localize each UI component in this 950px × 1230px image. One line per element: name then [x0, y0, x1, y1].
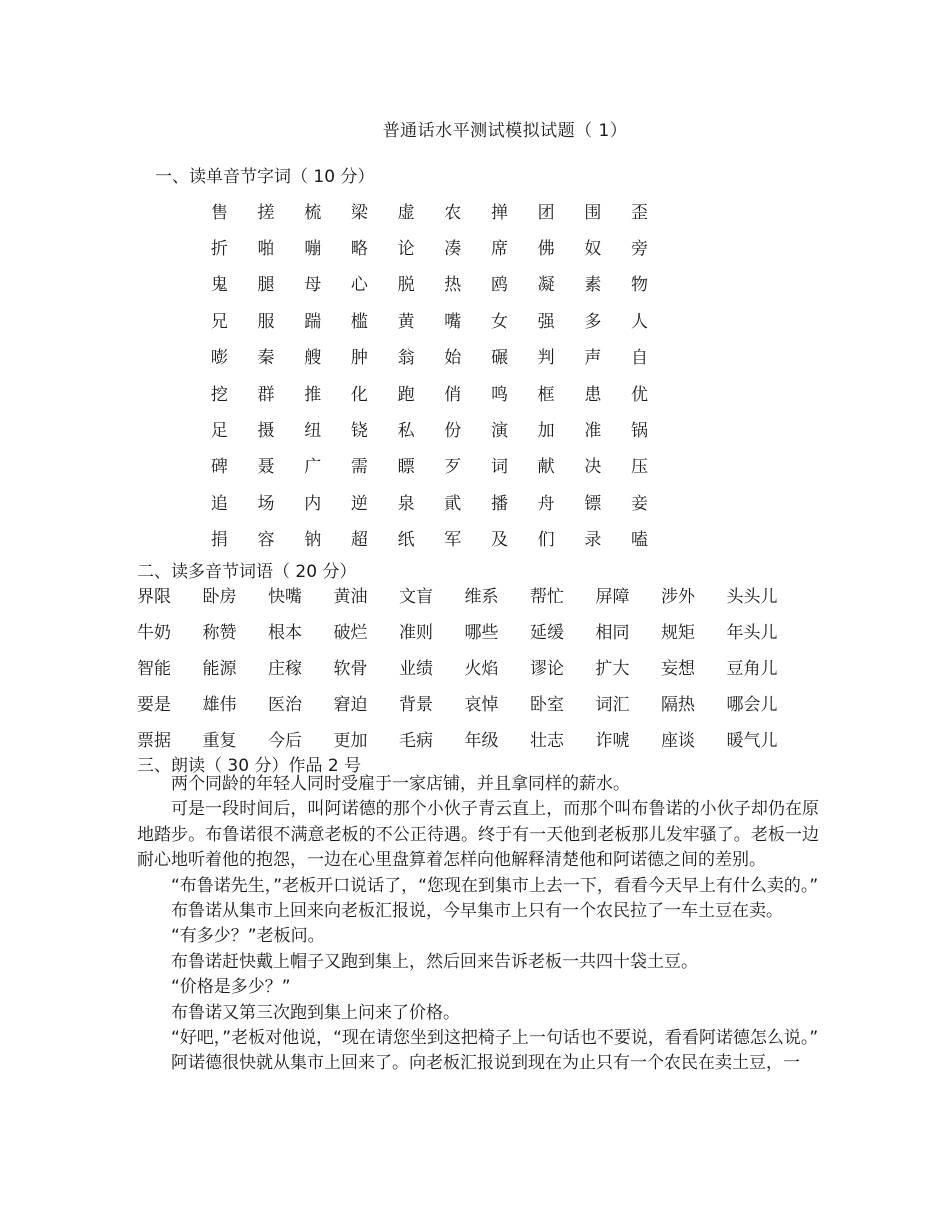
char-item: 黄	[397, 311, 415, 332]
char-item: 患	[584, 384, 602, 405]
char-item: 始	[444, 348, 462, 369]
word-item: 更加	[333, 731, 368, 752]
char-item: 艘	[304, 348, 322, 369]
word-item: 词汇	[595, 695, 630, 716]
char-item: 俏	[444, 384, 462, 405]
word-item: 年级	[464, 731, 499, 752]
reading-paragraph: 可是一段时间后，叫阿诺德的那个小伙子青云直上，而那个叫布鲁诺的小伙子却仍在原地踏步。布鲁诺很不满意老板的不公正待遇。终于有一天他到老板那儿发牢骚了。老板一边耐心地听着他的抱怨，一边在心里盘算着怎样向他解释清楚他和阿诺德之间的差别。	[137, 799, 819, 871]
char-item: 嘣	[304, 239, 322, 260]
char-item: 聂	[257, 457, 275, 478]
word-item: 界限	[137, 586, 171, 607]
word-row	[137, 685, 792, 721]
char-item: 服	[257, 311, 275, 332]
char-item: 私	[397, 421, 415, 442]
char-item: 鸣	[490, 384, 508, 405]
word-item: 快嘴	[268, 586, 302, 607]
char-item: 纽	[304, 421, 322, 442]
word-item: 扩大	[595, 658, 630, 679]
section3-heading: 三、朗读（ 30 分）作品 2 号	[137, 756, 362, 776]
char-item: 啪	[257, 239, 275, 260]
char-item: 妾	[631, 493, 649, 514]
char-row	[196, 410, 663, 446]
word-item: 重复	[202, 731, 237, 752]
word-item: 智能	[137, 658, 171, 679]
word-item: 文盲	[399, 586, 433, 607]
char-item: 挖	[210, 384, 228, 405]
word-item: 暖气儿	[726, 731, 778, 752]
char-item: 秦	[257, 348, 275, 369]
char-row	[196, 374, 663, 410]
single-syllable-grid	[196, 192, 663, 556]
word-item: 窘迫	[333, 695, 368, 716]
word-item: 豆角儿	[726, 658, 778, 679]
reading-paragraph: “布鲁诺先生，”老板开口说话了，“您现在到集市上去一下，看看今天早上有什么卖的。”	[171, 875, 819, 896]
word-item: 根本	[268, 622, 302, 643]
char-row	[196, 447, 663, 483]
char-item: 演	[490, 421, 508, 442]
word-item: 哪会儿	[726, 695, 778, 716]
word-item: 票据	[137, 731, 171, 752]
char-item: 心	[350, 275, 368, 296]
char-item: 军	[444, 530, 462, 551]
multi-syllable-grid	[137, 576, 792, 757]
word-item: 延缓	[530, 622, 564, 643]
char-item: 歹	[444, 457, 462, 478]
char-item: 搓	[257, 202, 275, 223]
char-item: 超	[350, 530, 368, 551]
word-item: 相同	[595, 622, 630, 643]
char-item: 凑	[444, 239, 462, 260]
char-item: 凝	[537, 275, 555, 296]
char-row	[196, 228, 663, 264]
char-item: 份	[444, 421, 462, 442]
char-item: 镖	[584, 493, 602, 514]
char-item: 售	[210, 202, 228, 223]
char-item: 录	[584, 530, 602, 551]
word-item: 庄稼	[268, 658, 302, 679]
char-item: 踹	[304, 311, 322, 332]
char-item: 钠	[304, 530, 322, 551]
char-item: 准	[584, 421, 602, 442]
reading-paragraph: “有多少？”老板问。	[171, 926, 325, 947]
word-item: 准则	[399, 622, 433, 643]
word-item: 卧室	[530, 695, 564, 716]
char-item: 追	[210, 493, 228, 514]
char-row	[196, 483, 663, 519]
char-item: 足	[210, 421, 228, 442]
word-item: 规矩	[661, 622, 695, 643]
reading-passage	[137, 772, 819, 1077]
char-item: 围	[584, 202, 602, 223]
word-item: 软骨	[333, 658, 368, 679]
char-item: 佛	[537, 239, 555, 260]
char-item: 摄	[257, 421, 275, 442]
char-item: 梳	[304, 202, 322, 223]
word-item: 哀悼	[464, 695, 499, 716]
word-row	[137, 612, 792, 648]
char-item: 母	[304, 275, 322, 296]
char-item: 脱	[397, 275, 415, 296]
word-item: 称赞	[202, 622, 237, 643]
char-item: 素	[584, 275, 602, 296]
char-item: 容	[257, 530, 275, 551]
char-item: 腿	[257, 275, 275, 296]
section1-heading: 一、读单音节字词（ 10 分）	[155, 167, 375, 187]
char-item: 铙	[350, 421, 368, 442]
word-item: 毛病	[399, 731, 433, 752]
char-item: 优	[631, 384, 649, 405]
char-item: 掸	[490, 202, 508, 223]
word-item: 隔热	[661, 695, 695, 716]
word-item: 破烂	[333, 622, 368, 643]
char-item: 决	[584, 457, 602, 478]
char-item: 泉	[397, 493, 415, 514]
char-item: 人	[631, 311, 649, 332]
char-item: 貮	[444, 493, 462, 514]
char-item: 多	[584, 311, 602, 332]
char-item: 锅	[631, 421, 649, 442]
word-item: 维系	[464, 586, 499, 607]
char-item: 虚	[397, 202, 415, 223]
page-title: 普通话水平测试模拟试题（ 1）	[382, 121, 628, 141]
char-row	[196, 265, 663, 301]
char-item: 们	[537, 530, 555, 551]
char-item: 压	[631, 457, 649, 478]
char-row	[196, 520, 663, 556]
word-row	[137, 576, 792, 612]
char-row	[196, 192, 663, 228]
char-item: 跑	[397, 384, 415, 405]
char-item: 推	[304, 384, 322, 405]
char-item: 物	[631, 275, 649, 296]
word-item: 黄油	[333, 586, 368, 607]
reading-paragraph: “好吧，”老板对他说，“现在请您坐到这把椅子上一句话也不要说，看看阿诺德怎么说。”	[171, 1028, 819, 1049]
char-item: 播	[490, 493, 508, 514]
char-item: 强	[537, 311, 555, 332]
word-item: 医治	[268, 695, 302, 716]
char-item: 舟	[537, 493, 555, 514]
char-item: 热	[444, 275, 462, 296]
char-item: 旁	[631, 239, 649, 260]
char-item: 纸	[397, 530, 415, 551]
char-item: 奴	[584, 239, 602, 260]
char-item: 及	[490, 530, 508, 551]
char-item: 兄	[210, 311, 228, 332]
word-item: 哪些	[464, 622, 499, 643]
char-item: 捐	[210, 530, 228, 551]
word-item: 壮志	[530, 731, 564, 752]
char-item: 判	[537, 348, 555, 369]
char-item: 折	[210, 239, 228, 260]
word-item: 能源	[202, 658, 237, 679]
char-item: 献	[537, 457, 555, 478]
char-item: 歪	[631, 202, 649, 223]
char-item: 加	[537, 421, 555, 442]
char-item: 嗑	[631, 530, 649, 551]
char-item: 鬼	[210, 275, 228, 296]
word-item: 帮忙	[530, 586, 564, 607]
char-item: 瞟	[397, 457, 415, 478]
word-item: 今后	[268, 731, 302, 752]
char-item: 嘴	[444, 311, 462, 332]
char-item: 团	[537, 202, 555, 223]
reading-paragraph: 布鲁诺从集市上回来向老板汇报说，今早集市上只有一个农民拉了一车土豆在卖。	[171, 901, 783, 922]
char-item: 略	[350, 239, 368, 260]
char-item: 嘭	[210, 348, 228, 369]
reading-paragraph: 布鲁诺赶快戴上帽子又跑到集上，然后回来告诉老板一共四十袋土豆。	[171, 951, 698, 972]
word-item: 谬论	[530, 658, 564, 679]
char-item: 群	[257, 384, 275, 405]
char-item: 逆	[350, 493, 368, 514]
char-item: 需	[350, 457, 368, 478]
char-item: 翁	[397, 348, 415, 369]
word-item: 座谈	[661, 731, 695, 752]
char-item: 肿	[350, 348, 368, 369]
char-item: 场	[257, 493, 275, 514]
reading-paragraph: 布鲁诺又第三次跑到集上问来了价格。	[171, 1002, 460, 1023]
char-row	[196, 301, 663, 337]
char-row	[196, 338, 663, 374]
reading-paragraph: “价格是多少？”	[171, 977, 291, 998]
word-item: 雄伟	[202, 695, 237, 716]
word-item: 牛奶	[137, 622, 171, 643]
char-item: 农	[444, 202, 462, 223]
section2-heading: 二、读多音节词语（ 20 分）	[137, 562, 357, 582]
char-item: 席	[490, 239, 508, 260]
word-item: 火焰	[464, 658, 499, 679]
char-item: 词	[490, 457, 508, 478]
word-item: 业绩	[399, 658, 433, 679]
char-item: 鸥	[490, 275, 508, 296]
word-item: 诈唬	[595, 731, 630, 752]
char-item: 化	[350, 384, 368, 405]
reading-paragraph: 两个同龄的年轻人同时受雇于一家店铺，并且拿同样的薪水。	[171, 774, 630, 794]
word-item: 屏障	[595, 586, 630, 607]
char-item: 碾	[490, 348, 508, 369]
char-item: 自	[631, 348, 649, 369]
char-item: 声	[584, 348, 602, 369]
word-item: 背景	[399, 695, 433, 716]
word-item: 头头儿	[726, 586, 778, 607]
char-item: 槛	[350, 311, 368, 332]
char-item: 梁	[350, 202, 368, 223]
char-item: 框	[537, 384, 555, 405]
char-item: 论	[397, 239, 415, 260]
char-item: 女	[490, 311, 508, 332]
char-item: 碑	[210, 457, 228, 478]
char-item: 广	[304, 457, 322, 478]
word-item: 年头儿	[726, 622, 778, 643]
char-item: 内	[304, 493, 322, 514]
reading-paragraph: 阿诺德很快就从集市上回来了。向老板汇报说到现在为止只有一个农民在卖土豆，一	[171, 1053, 800, 1074]
word-item: 妄想	[661, 658, 695, 679]
word-item: 卧房	[202, 586, 237, 607]
word-item: 要是	[137, 695, 171, 716]
word-item: 涉外	[661, 586, 695, 607]
word-row	[137, 648, 792, 684]
